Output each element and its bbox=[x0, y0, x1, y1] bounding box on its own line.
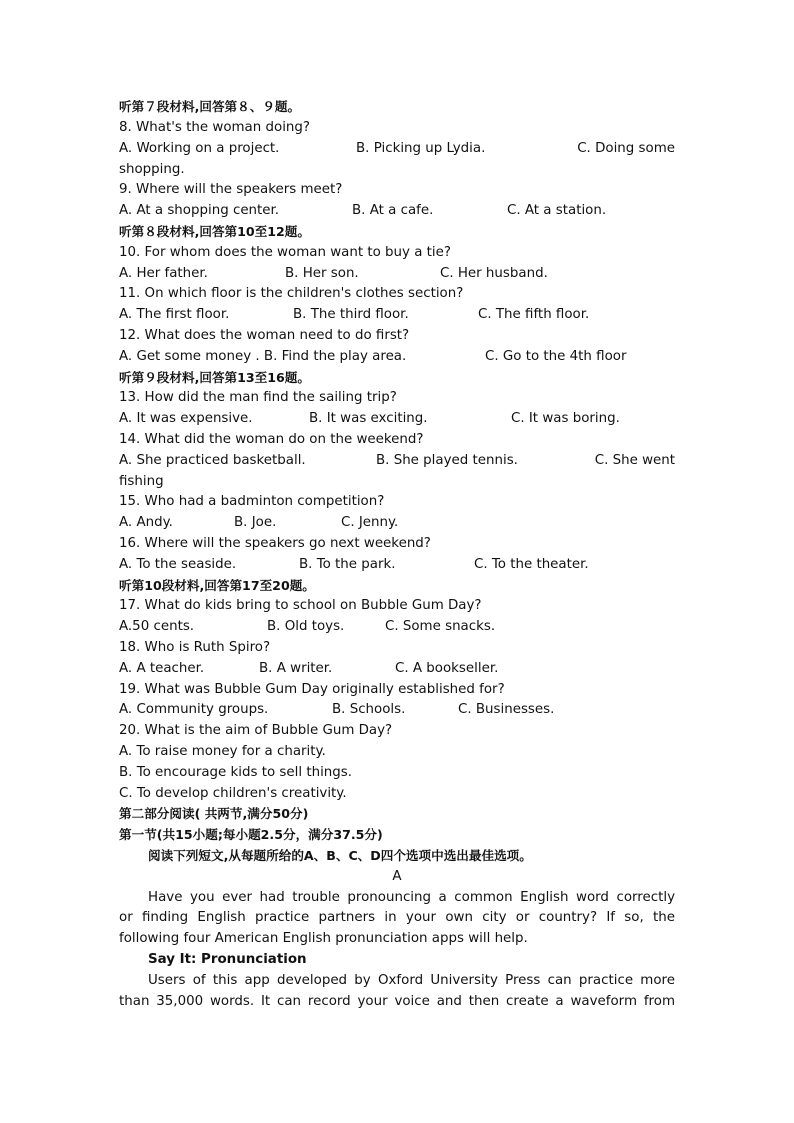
options-14 bbox=[119, 450, 675, 471]
option-c: C. Jenny. bbox=[341, 515, 399, 530]
option-a: A. She practiced basketball. bbox=[119, 453, 306, 468]
option-a: A. To the seaside. bbox=[119, 557, 237, 572]
option-c: C. Some snacks. bbox=[385, 619, 496, 634]
option-b: B. Schools. bbox=[332, 702, 406, 717]
option-b: B. Joe. bbox=[234, 515, 277, 530]
question-10: 10. For whom does the woman want to buy a tie? bbox=[119, 245, 451, 260]
option-c-continued: shopping. bbox=[119, 162, 185, 177]
question-18: 18. Who is Ruth Spiro? bbox=[119, 640, 271, 655]
section-heading-7: 听第７段材料,回答第８、９题。 bbox=[119, 99, 301, 114]
option-c: C. She went bbox=[594, 453, 675, 468]
option-b: B. To encourage kids to sell things. bbox=[119, 765, 353, 780]
option-c: C. It was boring. bbox=[511, 411, 620, 426]
option-b: B. Old toys. bbox=[267, 619, 345, 634]
options-12 bbox=[119, 346, 675, 367]
option-b: B. At a cafe. bbox=[352, 203, 434, 218]
option-c-continued: fishing bbox=[119, 474, 164, 489]
options-9 bbox=[119, 200, 675, 221]
option-b: B. It was exciting. bbox=[309, 411, 428, 426]
option-c: C. To develop children's creativity. bbox=[119, 786, 347, 801]
question-16: 16. Where will the speakers go next weekend? bbox=[119, 536, 431, 551]
option-c: C. Her husband. bbox=[440, 266, 548, 281]
question-13: 13. How did the man find the sailing trip? bbox=[119, 390, 397, 405]
option-c: C. At a station. bbox=[507, 203, 607, 218]
question-20: 20. What is the aim of Bubble Gum Day? bbox=[119, 723, 393, 738]
section-heading-9: 听第９段材料,回答第13至16题。 bbox=[119, 370, 310, 385]
option-b: B. Picking up Lydia. bbox=[356, 141, 486, 156]
question-9: 9. Where will the speakers meet? bbox=[119, 182, 343, 197]
question-8: 8. What's the woman doing? bbox=[119, 120, 311, 135]
passage-paragraph-1-line-2: or finding English practice partners in your own city or country? If so, the bbox=[119, 910, 675, 925]
option-a: A. A teacher. bbox=[119, 661, 205, 676]
part-two-heading: 第二部分阅读( 共两节,满分50分) bbox=[119, 806, 309, 821]
option-a: A.50 cents. bbox=[119, 619, 195, 634]
option-c: C. A bookseller. bbox=[395, 661, 499, 676]
option-c: C. Businesses. bbox=[458, 702, 555, 717]
option-b: B. The third floor. bbox=[293, 307, 409, 322]
option-a: A. The first floor. bbox=[119, 307, 230, 322]
options-18 bbox=[119, 658, 675, 679]
option-a: A. It was expensive. bbox=[119, 411, 253, 426]
passage-paragraph-2-line-1: Users of this app developed by Oxford University Press can practice more bbox=[148, 973, 675, 988]
reading-instructions: 阅读下列短文,从每题所给的A、B、C、D四个选项中选出最佳选项。 bbox=[148, 848, 532, 863]
section-one-heading: 第一节(共15小题;每小题2.5分，满分37.5分) bbox=[119, 827, 383, 842]
question-15: 15. Who had a badminton competition? bbox=[119, 494, 385, 509]
options-15 bbox=[119, 512, 675, 533]
option-b: B. A writer. bbox=[259, 661, 333, 676]
question-19: 19. What was Bubble Gum Day originally established for? bbox=[119, 682, 505, 697]
options-13 bbox=[119, 408, 675, 429]
options-10 bbox=[119, 263, 675, 284]
option-a: A. Working on a project. bbox=[119, 141, 280, 156]
passage-paragraph-2-line-2: than 35,000 words. It can record your voice and then create a waveform from bbox=[119, 994, 675, 1009]
options-11 bbox=[119, 304, 675, 325]
option-a-b: A. Get some money . B. Find the play area. bbox=[119, 349, 407, 364]
options-16 bbox=[119, 554, 675, 575]
options-19 bbox=[119, 699, 675, 720]
option-a: A. To raise money for a charity. bbox=[119, 744, 326, 759]
passage-paragraph-1-line-3: following four American English pronunciation apps will help. bbox=[119, 931, 528, 946]
option-b: B. Her son. bbox=[285, 266, 359, 281]
question-17: 17. What do kids bring to school on Bubble Gum Day? bbox=[119, 598, 482, 613]
section-heading-10: 听第10段材料,回答第17至20题。 bbox=[119, 578, 315, 593]
question-12: 12. What does the woman need to do first? bbox=[119, 328, 410, 343]
passage-label: A bbox=[392, 869, 402, 884]
passage-paragraph-1-line-1: Have you ever had trouble pronouncing a common English word correctly bbox=[148, 890, 675, 905]
app-title: Say It: Pronunciation bbox=[148, 952, 307, 967]
option-c: C. Doing some bbox=[577, 141, 675, 156]
option-b: B. She played tennis. bbox=[376, 453, 518, 468]
option-c: C. The fifth floor. bbox=[478, 307, 590, 322]
option-a: A. Andy. bbox=[119, 515, 173, 530]
option-c: C. Go to the 4th floor bbox=[485, 349, 627, 364]
question-11: 11. On which floor is the children's clothes section? bbox=[119, 286, 464, 301]
question-14: 14. What did the woman do on the weekend? bbox=[119, 432, 424, 447]
section-heading-8: 听第８段材料,回答第10至12题。 bbox=[119, 224, 310, 239]
option-a: A. At a shopping center. bbox=[119, 203, 280, 218]
option-a: A. Community groups. bbox=[119, 702, 269, 717]
option-a: A. Her father. bbox=[119, 266, 208, 281]
option-b: B. To the park. bbox=[299, 557, 396, 572]
option-c: C. To the theater. bbox=[474, 557, 589, 572]
options-17 bbox=[119, 616, 675, 637]
options-8 bbox=[119, 138, 675, 159]
